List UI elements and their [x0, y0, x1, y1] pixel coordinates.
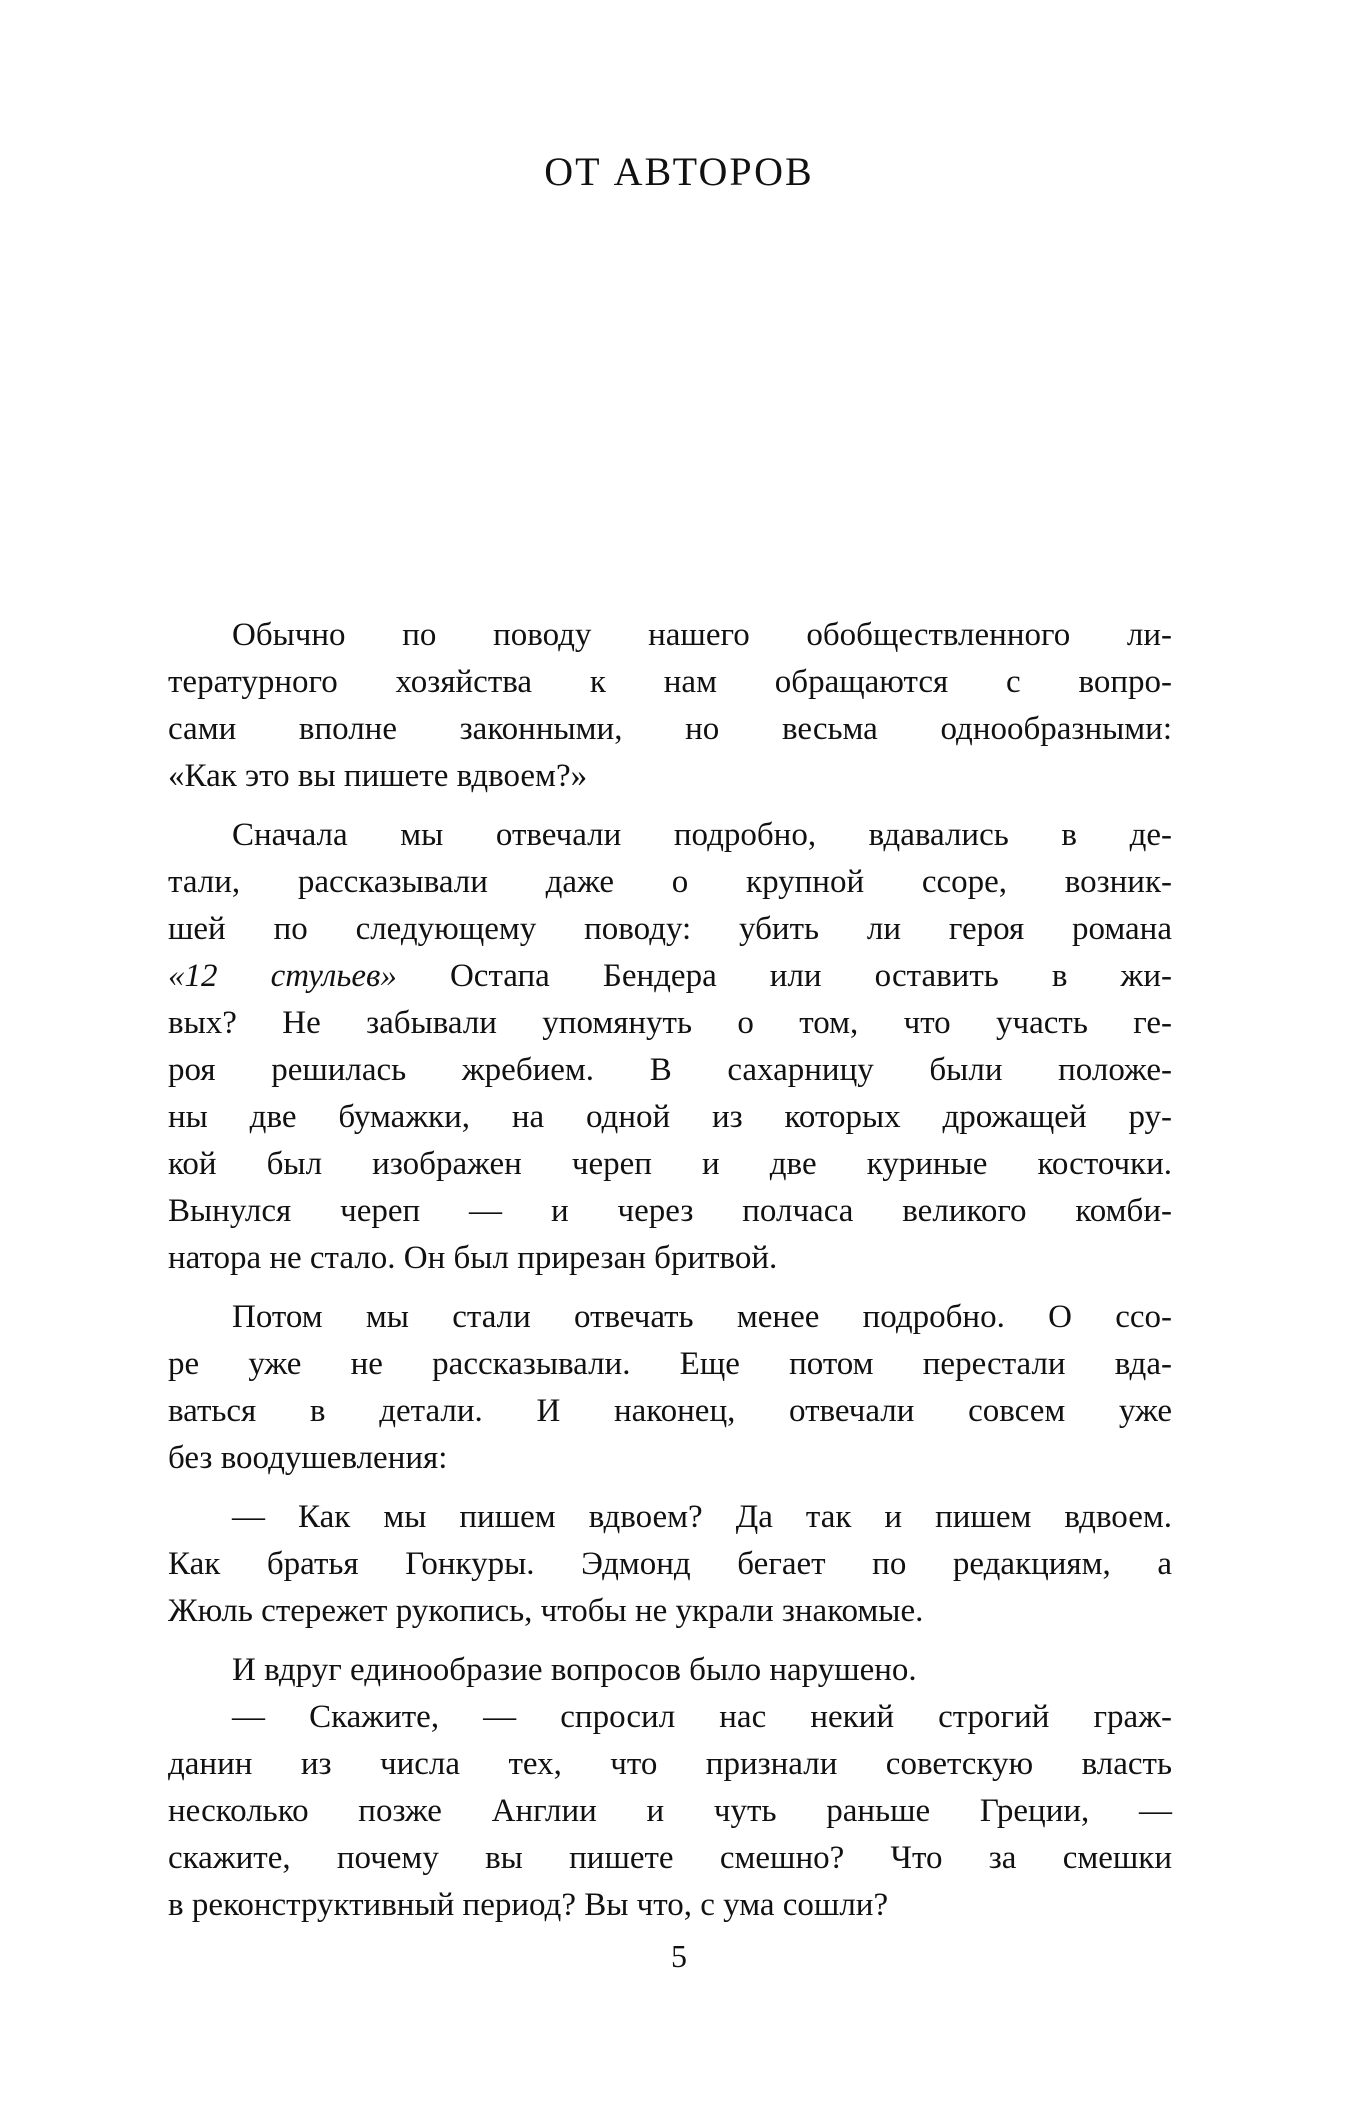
- paragraph: [168, 1494, 1172, 1635]
- text-line: — Скажите, — спросил нас некий строгий граж-: [232, 1699, 1172, 1735]
- text-line: тературного хозяйства к нам обращаются с вопро-: [168, 664, 1172, 700]
- page-number: 5: [671, 1938, 687, 1974]
- text-line: — Как мы пишем вдвоем? Да так и пишем вдвоем.: [232, 1499, 1172, 1535]
- text-line: Как братья Гонкуры. Эдмонд бегает по редакциям, а: [168, 1546, 1172, 1582]
- text-line: кой был изображен череп и две куриные косточки.: [168, 1146, 1172, 1182]
- text-line: роя решилась жребием. В сахарницу были положе-: [168, 1052, 1172, 1088]
- text-line: Жюль стережет рукопись, чтобы не украли знакомые.: [168, 1593, 924, 1629]
- paragraph: [168, 812, 1172, 1282]
- text-line: натора не стало. Он был прирезан бритвой.: [168, 1240, 778, 1276]
- text-fragment: Остапа Бендера или оставить в жи-: [396, 958, 1173, 994]
- text-line: вых? Не забывали упомянуть о том, что участь ге-: [168, 1005, 1172, 1041]
- text-line: данин из числа тех, что признали советскую власть: [168, 1746, 1172, 1782]
- text-line: [168, 953, 1172, 1000]
- book-title-italic: «12 стульев»: [168, 958, 397, 994]
- text-line: тали, рассказывали даже о крупной ссоре, возник-: [168, 864, 1172, 900]
- text-line: Потом мы стали отвечать менее подробно. О ссо-: [232, 1299, 1172, 1335]
- text-line: шей по следующему поводу: убить ли героя романа: [168, 911, 1172, 947]
- paragraph: [168, 1647, 1172, 1694]
- text-line: скажите, почему вы пишете смешно? Что за смешки: [168, 1840, 1172, 1876]
- text-line: «Как это вы пишете вдвоем?»: [168, 758, 588, 794]
- chapter-title: ОТ АВТОРОВ: [544, 149, 814, 194]
- text-line: Вынулся череп — и через полчаса великого комби-: [168, 1193, 1172, 1229]
- paragraph: [168, 1294, 1172, 1482]
- body-text: [168, 612, 1172, 1929]
- paragraph: [168, 612, 1172, 800]
- text-line: Сначала мы отвечали подробно, вдавались в де-: [232, 817, 1172, 853]
- text-line: Обычно по поводу нашего обобществленного ли-: [232, 617, 1172, 653]
- text-line: несколько позже Англии и чуть раньше Греции, —: [168, 1793, 1172, 1829]
- text-line: ре уже не рассказывали. Еще потом перестали вда-: [168, 1346, 1172, 1382]
- text-line: сами вполне законными, но весьма однообразными:: [168, 711, 1172, 747]
- text-line: ны две бумажки, на одной из которых дрожащей ру-: [168, 1099, 1172, 1135]
- text-line: ваться в детали. И наконец, отвечали совсем уже: [168, 1393, 1172, 1429]
- text-line: без воодушевления:: [168, 1440, 448, 1476]
- text-line: в реконструктивный период? Вы что, с ума сошли?: [168, 1887, 889, 1923]
- paragraph: [168, 1694, 1172, 1929]
- text-line: И вдруг единообразие вопросов было нарушено.: [232, 1652, 917, 1688]
